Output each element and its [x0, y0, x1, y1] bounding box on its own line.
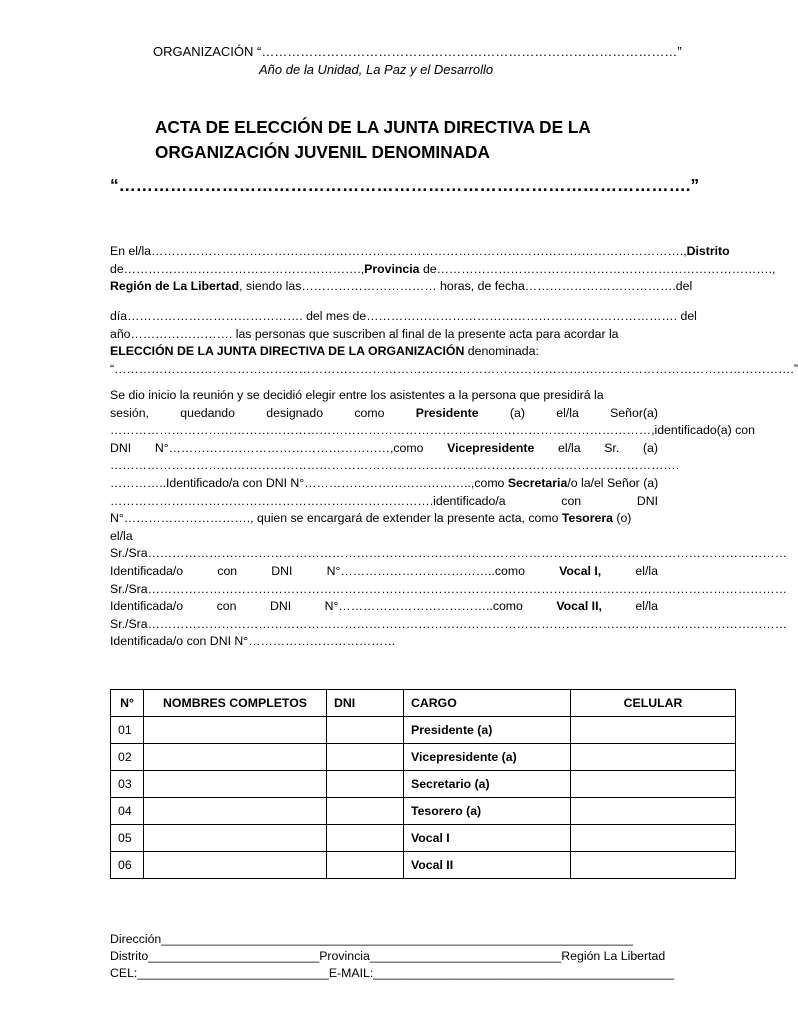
- row-cargo: Tesorero (a): [404, 798, 571, 825]
- intro-line-4: día……………………………………. del mes de…………………………………………………………………. del: [110, 309, 697, 323]
- row-dni: [327, 852, 404, 879]
- election-line-14: Sr./Sra…………………………………………………………………………………………………………………………………………: [110, 616, 788, 631]
- header-cargo: CARGO: [404, 690, 571, 717]
- members-table: [110, 689, 736, 879]
- row-cargo: Secretario (a): [404, 771, 571, 798]
- row-number: 01: [111, 717, 144, 744]
- row-celular: [571, 717, 736, 744]
- title-line-1: ACTA DE ELECCIÓN DE LA JUNTA DIRECTIVA DE LA: [155, 117, 591, 137]
- election-line-11: Identificada/o con DNI N°………………………………..como Vocal I, el/la: [110, 563, 658, 578]
- election-line-13: Identificada/o con DNI N°………………………………..como Vocal II, el/la: [110, 599, 658, 614]
- election-line-8: N°…………………………., quien se encargará de extender la presente acta, como Tesorera (o): [110, 511, 632, 526]
- intro-line-5: año……………………. las personas que suscriben al final de la presente acta para acordar la: [110, 326, 619, 341]
- organization-header: ORGANIZACIÓN “……………………………………………………………………………………”: [153, 44, 682, 59]
- title-line-2: ORGANIZACIÓN JUVENIL DENOMINADA: [155, 142, 490, 162]
- row-full-name: [144, 852, 327, 879]
- table-row: [111, 717, 736, 744]
- footer-direccion: Dirección_____________________________________________________________________: [110, 932, 634, 946]
- row-celular: [571, 771, 736, 798]
- row-cargo: Vicepresidente (a): [404, 744, 571, 771]
- row-full-name: [144, 798, 327, 825]
- row-dni: [327, 744, 404, 771]
- organization-name-blank: “……………………………………………………………………………………….”: [110, 175, 700, 195]
- intro-line-1: En el/la………………………………………………………………………………………………………………….,Distrito: [110, 244, 730, 258]
- row-dni: [327, 825, 404, 852]
- election-line-15: Identificada/o con DNI N°………………………………: [110, 634, 396, 649]
- row-full-name: [144, 744, 327, 771]
- election-line-9: el/la: [110, 528, 133, 543]
- election-line-2: sesión, quedando designado como Presidente (a) el/la Señor(a): [110, 405, 658, 420]
- election-line-5: ………………………………………………………………………………………………………………………….: [110, 458, 680, 473]
- header-number: N°: [111, 690, 144, 717]
- row-number: 05: [111, 825, 144, 852]
- row-dni: [327, 798, 404, 825]
- table-row: [111, 744, 736, 771]
- header-full-names: NOMBRES COMPLETOS: [144, 690, 327, 717]
- table-header-row: [111, 690, 736, 717]
- intro-line-6: ELECCIÓN DE LA JUNTA DIRECTIVA DE LA ORGANIZACIÓN denominada:: [110, 344, 539, 359]
- table-row: [111, 852, 736, 879]
- intro-line-7: “………………………………………………………………………………………………………………………………………………….”: [110, 361, 798, 376]
- row-cargo: Vocal I: [404, 825, 571, 852]
- row-full-name: [144, 771, 327, 798]
- row-celular: [571, 852, 736, 879]
- election-line-1: Se dio inicio la reunión y se decidió elegir entre los asistentes a la persona que presidirá la: [110, 388, 604, 402]
- header-dni: DNI: [327, 690, 404, 717]
- election-line-6: …………..Identificado/a con DNI N°…………………………………..,como Secretaria/o la/el Señor (a): [110, 475, 659, 490]
- row-dni: [327, 717, 404, 744]
- document-title: [155, 115, 655, 165]
- election-line-4: DNI N°………………………………………………,como Vicepresidente el/la Sr. (a): [110, 440, 658, 455]
- intro-paragraph-cont: [110, 308, 798, 378]
- row-celular: [571, 825, 736, 852]
- row-celular: [571, 744, 736, 771]
- election-line-7: …………………………………………………………………….identificado/a con DNI: [110, 493, 658, 508]
- row-number: 06: [111, 852, 144, 879]
- intro-line-2: de………………………………………………….,Provincia de……………………………………………………………………….,: [110, 261, 776, 276]
- row-number: 03: [111, 771, 144, 798]
- row-number: 04: [111, 798, 144, 825]
- footer-cel-email: CEL:____________________________E-MAIL:____________________________________________: [110, 966, 675, 980]
- row-full-name: [144, 825, 327, 852]
- election-line-12: Sr./Sra…………………………………………………………………………………………………………………………………………: [110, 581, 788, 596]
- table-row: [111, 771, 736, 798]
- election-paragraph: [110, 387, 788, 651]
- table-row: [111, 798, 736, 825]
- row-cargo: Vocal II: [404, 852, 571, 879]
- row-cargo: Presidente (a): [404, 717, 571, 744]
- election-line-10: Sr./Sra…………………………………………………………………………………………………………………………………………: [110, 546, 788, 561]
- row-dni: [327, 771, 404, 798]
- row-full-name: [144, 717, 327, 744]
- header-celular: CELULAR: [571, 690, 736, 717]
- year-motto: Año de la Unidad, La Paz y el Desarrollo: [259, 62, 494, 77]
- intro-paragraph: [110, 243, 776, 296]
- election-line-3: ……………………………………………………………………………………………………………………,identificado(a) con: [110, 423, 755, 438]
- intro-line-3: Región de La Libertad, siendo las…………………………… horas, de fecha……………………………….del: [110, 279, 693, 294]
- footer-distrito: Distrito_________________________Provincia____________________________Región La Libertad: [110, 949, 666, 963]
- table-row: [111, 825, 736, 852]
- row-celular: [571, 798, 736, 825]
- row-number: 02: [111, 744, 144, 771]
